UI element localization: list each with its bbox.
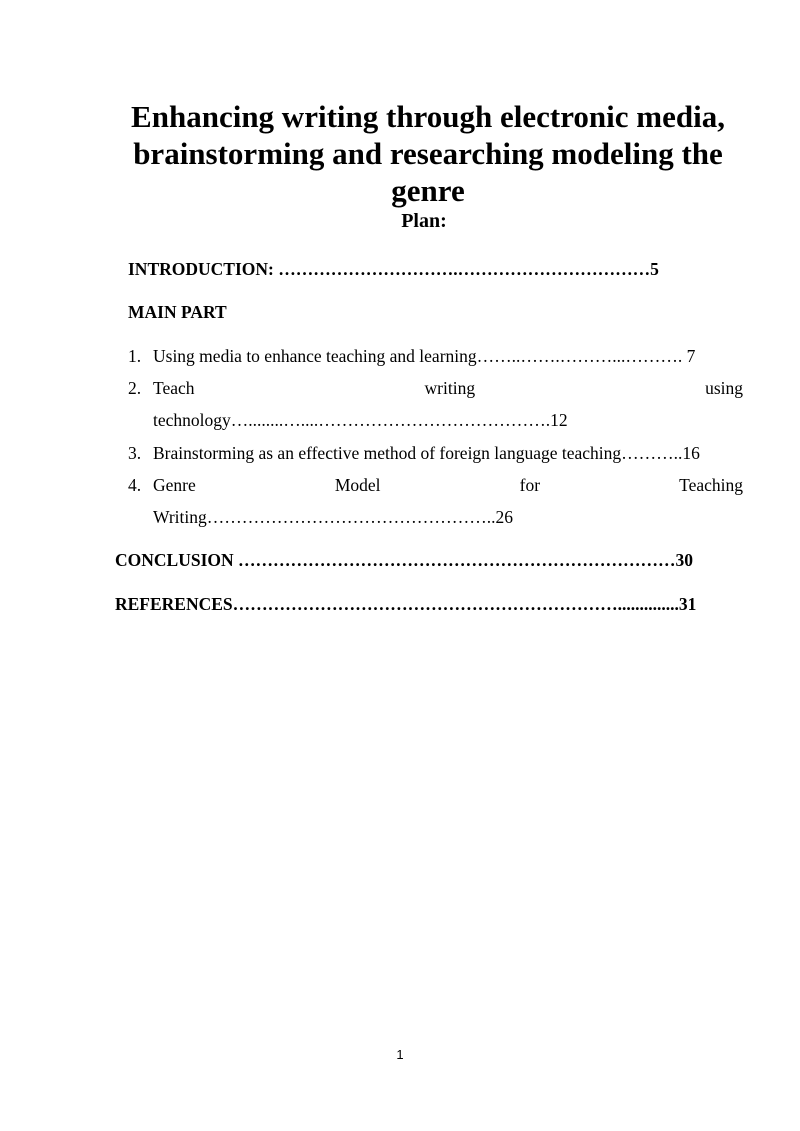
toc-item-continuation: technology…........…....………………………………….12 [153, 410, 568, 430]
toc-item-word: using [705, 378, 743, 398]
toc-introduction: INTRODUCTION: ………………………….……………………………5 [128, 259, 659, 279]
toc-item-number: 2. [128, 378, 142, 398]
toc-item-word: Genre [153, 475, 196, 495]
toc-item-word: Teaching [679, 475, 743, 495]
toc-item-word: writing [424, 378, 476, 398]
toc-conclusion: CONCLUSION …………………………………………………………………30 [115, 550, 694, 570]
toc-main-part-heading: MAIN PART [128, 302, 227, 322]
toc-item-continuation: Writing…………………………………………..26 [153, 507, 513, 527]
toc-item-number: 1. [128, 346, 142, 366]
toc-item-number: 4. [128, 475, 142, 495]
toc-references: REFERENCES…………………………………………………………..............31 [115, 594, 697, 614]
toc-item-text: Using media to enhance teaching and learning……..…….………...………. 7 [153, 346, 696, 366]
toc-item-word: Model [334, 475, 381, 495]
document-title: Enhancing writing through electronic media, brainstorming and researching modeling the genre [131, 99, 725, 208]
toc-item-justified-line [153, 377, 743, 399]
toc-item-text: Brainstorming as an effective method of foreign language teaching………..16 [153, 443, 700, 463]
page-number: 1 [396, 1047, 404, 1062]
toc-item-word: Teach [153, 378, 195, 398]
toc-item-justified-line [153, 474, 743, 496]
toc-item-number: 3. [128, 443, 142, 463]
plan-heading: Plan: [401, 210, 447, 232]
toc-item-word: for [519, 475, 541, 495]
